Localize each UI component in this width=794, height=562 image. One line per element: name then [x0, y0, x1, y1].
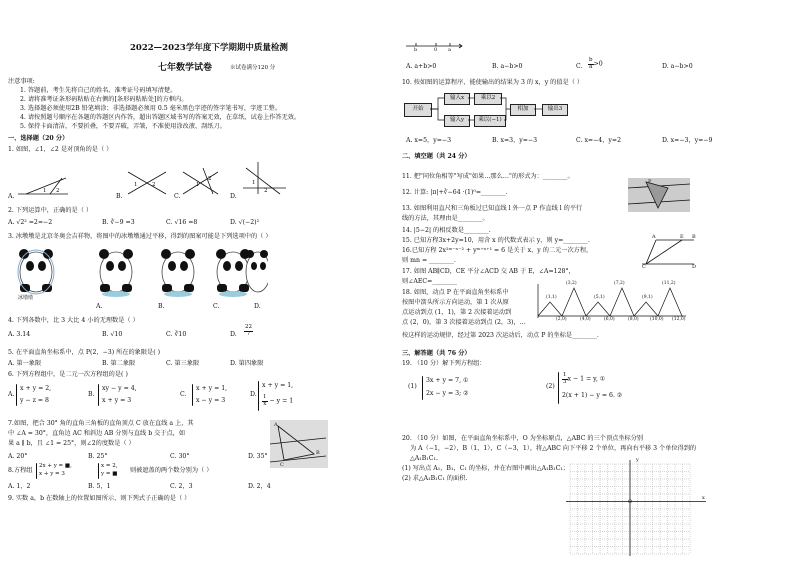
q13-figure — [628, 178, 690, 212]
grid-y-label: y — [636, 457, 639, 463]
q8-sys-eq2: x + y = 3 — [39, 471, 65, 477]
q8-sol-eq2: y = ■ — [101, 471, 118, 477]
q10-text: 10. 按如图的运算程序，能使输出的结果为 3 的 x，y 的值是（ ） — [402, 79, 584, 86]
q5-text: 5. 在平面直角坐标系中，点 P(2，−3) 所在的象限是( ) — [8, 349, 161, 356]
q19-2-eq1 — [562, 373, 605, 385]
q2-text: 2. 下列运算中，正确的是（ ） — [8, 207, 93, 214]
svg-text:B: B — [316, 450, 320, 456]
fraction-denominator: x — [263, 400, 267, 407]
q18-line-2: 按图中箭头所示方向运动，第 1 次从原 — [402, 299, 509, 306]
q6-option-b-label: B. — [88, 391, 95, 398]
q18-point-label: (1,1) — [546, 295, 557, 300]
exam-subtitle: 七年数学试卷 — [158, 63, 213, 73]
notes-heading: 注意事项: — [8, 78, 35, 85]
q3-option-a: A. — [96, 303, 103, 310]
q6-a-eq2: y − z = 8 — [20, 397, 49, 404]
q7-option-d: D. 35° — [248, 453, 268, 460]
svg-text:1: 1 — [252, 180, 256, 186]
q8-option-a: A. 1，2 — [8, 483, 31, 490]
q10-option-b: B. x=3，y=−3 — [492, 137, 538, 144]
svg-text:2: 2 — [264, 188, 268, 194]
exam-title: 2022—2023学年度下学期期中质量检测 — [130, 43, 288, 53]
q20-line-4: (1) 写出点 A₁，B₁，C₁ 的坐标，并在右图中画出△A₁B₁C₁； — [402, 465, 569, 472]
grid-origin-label: O — [628, 499, 633, 505]
q2-option-b: B. ∛−9 =3 — [102, 219, 135, 226]
brace — [558, 372, 559, 404]
q20-line-2: 为 A（−1，−2），B（1，1），C（−3，1），将△ABC 向下平移 2 个单位，再向右平移 3 个单位得到的 — [410, 445, 697, 452]
flow-input-x: 输入x — [444, 93, 470, 105]
q1-figures — [18, 158, 388, 200]
q16-line-2: 则 mn = ________. — [402, 257, 456, 264]
q9-text: 9. 实数 a，b 在数轴上的位置如图所示，则下列式子正确的是（ ） — [8, 495, 191, 502]
flow-add: 相加 — [510, 104, 536, 116]
brace — [16, 384, 17, 406]
brace — [422, 376, 423, 400]
q6-option-d-label: D. — [250, 391, 257, 398]
flow-output-3: 输出3 — [542, 104, 568, 116]
q18-point-label: (11,2) — [662, 281, 676, 286]
q16-line-1: 16.已知方程 2x²ᵐ⁻ⁿ⁻² + yᵐ⁺ⁿ⁺¹ = 6 是关于 x、y 的二元一次方程， — [402, 247, 593, 254]
q8-option-d: D. 2，4 — [248, 483, 271, 490]
svg-text:1: 1 — [134, 182, 138, 188]
q6-text: 6. 下列方程组中，是二元一次方程组的是( ) — [8, 371, 128, 378]
fraction-denominator: 3 — [563, 378, 567, 385]
q4-option-d: D. — [230, 331, 237, 338]
q18-point-label: (12,0) — [672, 317, 686, 322]
fraction-denominator: a — [589, 63, 593, 70]
q18-point-label: (2,0) — [556, 317, 567, 322]
fraction-numerator: 22 — [245, 324, 252, 330]
flow-times-2: 乘以2 — [474, 93, 502, 105]
q15-text: 15. 已知方程3x+2y=10，用含 x 的代数式表示 y，则 y=________. — [402, 237, 590, 244]
flow-arrows — [400, 90, 572, 130]
svg-text:1: 1 — [196, 182, 200, 188]
note-3: 3. 选择题必须使用2B 铅笔填涂；非选择题必须用 0.5 毫米黑色字迹的签字笔书写，字迹工整。 — [20, 105, 282, 112]
q1-option-a: A. — [8, 193, 15, 200]
q3-option-b: B. — [158, 303, 165, 310]
q3-option-c: C. — [213, 303, 220, 310]
note-1: 1. 答题前，考生先将自己的姓名、准考证号码填写清楚。 — [20, 87, 177, 94]
q10-option-d: D. x=−3，y=−9 — [662, 137, 713, 144]
q6-d-frac — [262, 395, 293, 407]
q19-1-eq1: 3x + y = 7, ① — [426, 377, 469, 384]
q18-line-1: 18. 如图，动点 P 在平面直角坐标系中 — [402, 289, 509, 296]
q19-text: 19. （10 分）解下列方程组： — [402, 360, 486, 367]
section-1-heading: 一、选择题（20 分） — [8, 135, 69, 142]
q7-option-c: C. 30° — [170, 453, 190, 460]
q19-2-eq2: 2(x + 1) − y = 6. ② — [562, 392, 623, 399]
q9-c-fraction — [588, 58, 603, 70]
q3-option-d: D. — [254, 303, 261, 310]
axis-label-b: b — [414, 47, 418, 53]
q4-option-c: C. ∛10 — [166, 331, 187, 338]
q6-d-eq2: − y = 1 — [269, 397, 294, 405]
svg-text:E: E — [680, 234, 684, 240]
q3-panda-images — [8, 244, 268, 302]
q6-c-eq1: x + y = 1, — [196, 385, 228, 392]
q2-option-a: A. √2² =2=−2 — [8, 219, 53, 226]
q17-text: 17. 如图 AB∥CD，CE 平分∠ACD 交 AB 于 E，∠A=128°， — [402, 268, 575, 275]
axis-label-0: 0 — [434, 47, 438, 53]
q2-option-c: C. √16 =8 — [166, 219, 198, 226]
brace — [36, 463, 37, 479]
svg-text:P: P — [648, 179, 652, 185]
note-5: 5. 保持卡面清洁，不要折叠，不要弄破，弄皱，不准使用涂改液、刮纸刀。 — [20, 123, 226, 130]
q4-text: 4. 下列各数中，比 3 大比 4 小的无理数是（ ） — [8, 317, 139, 324]
q6-c-eq2: x − y = 3 — [196, 397, 226, 404]
coordinate-grid — [566, 457, 708, 556]
q10-option-a: A. x=5，y=−3 — [406, 137, 452, 144]
q9-c-tail: >0 — [593, 60, 603, 68]
q12-text: 12. 计算: |π|+∛−64 ·(1)⁰=________. — [402, 189, 508, 196]
q6-b-eq1: xy − y = 4, — [102, 385, 137, 392]
q19-2-eq1-rest: x − 1 = y, ① — [567, 375, 606, 383]
q9-option-d: D. a−b>0 — [662, 63, 693, 70]
note-4: 4. 请按照题号顺序在各题的答题区内作答，超出答题区域书写的答案无效，在草纸、试卷上作答无效。 — [20, 114, 301, 121]
q18-line-5: 按这样的运动规律，经过第 2023 次运动后，动点 P 的坐标是________. — [402, 332, 599, 339]
q18-point-label: (5,1) — [594, 295, 605, 300]
score-note: ※试卷满分120 分 — [230, 65, 276, 71]
q20-line-5: (2) 求△A₁B₁C₁ 的面积. — [402, 475, 468, 482]
svg-text:C: C — [280, 462, 284, 468]
q8-sol-eq1: x = 2, — [101, 463, 118, 469]
q20-line-3: △A₁B₁C₁. — [410, 455, 438, 462]
q18-point-label: (6,0) — [604, 317, 615, 322]
q7-line-2: 中 ∠A = 30°，直角边 AC 和斜边 AB 分别与直线 b 交于点，如 — [8, 430, 186, 437]
q18-point-label: (9,1) — [642, 295, 653, 300]
section-2-heading: 二、填空题（共 24 分） — [402, 153, 471, 160]
fraction-numerator: b — [589, 57, 593, 63]
q6-a-eq1: x + y = 2, — [20, 385, 52, 392]
q6-option-c-label: C. — [180, 391, 187, 398]
brace — [258, 381, 259, 411]
q9-option-b: B. a−b>0 — [492, 63, 523, 70]
fraction-numerator: 1 — [563, 372, 567, 378]
q18-point-label: (10,0) — [650, 317, 664, 322]
brace — [98, 384, 99, 406]
q17-figure — [642, 232, 698, 268]
q6-b-eq2: x + y = 3 — [102, 397, 132, 404]
flow-input-y: 输入y — [444, 115, 470, 127]
q8-option-b: B. 5，1 — [88, 483, 111, 490]
q3-text: 3. 冰墩墩是北京冬奥会吉祥物，将图中的冰墩墩通过平移，得到的图案可能是下列选项中的（ ） — [8, 233, 272, 240]
q1-option-b: B. — [116, 193, 123, 200]
brace — [98, 463, 99, 479]
q1-option-d: D. — [230, 193, 237, 200]
q18-point-label: (7,2) — [614, 281, 625, 286]
q6-option-a-label: A. — [8, 391, 15, 398]
svg-text:A: A — [274, 422, 278, 428]
svg-text:2: 2 — [208, 176, 212, 182]
q19-part-2-label: (2) — [546, 383, 555, 390]
q5-option-b: B. 第二象限 — [102, 360, 136, 367]
q14-text: 14. |5−2| 的相反数是________. — [402, 227, 491, 234]
q5-option-c: C. 第三象限 — [166, 360, 200, 367]
q8-sys-eq1: 2x + y = ■, — [39, 463, 72, 469]
q7-option-b: B. 25° — [88, 453, 108, 460]
svg-text:D: D — [692, 264, 697, 268]
q19-part-1-label: (1) — [408, 383, 417, 390]
q2-option-d: D. √(−2)² — [230, 219, 260, 226]
q18-point-label: (3,2) — [566, 281, 577, 286]
q18-point-label: (4,0) — [580, 317, 591, 322]
q5-option-d: D. 第四象限 — [230, 360, 264, 367]
q9-option-a: A. a+b>0 — [406, 63, 437, 70]
svg-text:B: B — [692, 234, 696, 240]
q5-option-a: A. 第一象限 — [8, 360, 42, 367]
q4-fraction — [244, 325, 253, 337]
flow-start: 开始 — [404, 103, 432, 117]
q10-option-c: C. x=−4，y=2 — [576, 137, 622, 144]
fraction-denominator: 7 — [246, 330, 251, 337]
q17-answer: 则∠AEC=________ — [402, 278, 458, 285]
svg-text:1: 1 — [43, 188, 47, 194]
q20-line-1: 20. （10 分）如图，在平面直角坐标系中，O 为坐标原点，△ABC 的三个顶点坐标分别 — [402, 435, 644, 442]
brace — [192, 384, 193, 406]
q8-option-c: C. 2，3 — [170, 483, 193, 490]
svg-text:C: C — [642, 264, 646, 268]
q7-figure — [270, 420, 328, 468]
q13-line-2: 线的方法，其理由是________。 — [402, 215, 489, 222]
q7-option-a: A. 20° — [8, 453, 28, 460]
axis-label-a: a — [448, 47, 451, 53]
q18-line-4: 点 (2，0)，第 3 次接着运动到点 (2，3)，… — [402, 319, 526, 326]
note-2: 2. 请将准考证条形码粘贴在右侧的[条形码粘贴处]的方框内。 — [20, 96, 188, 103]
panda-icon — [18, 249, 250, 297]
q1-text: 1. 如图，∠1，∠2 是对顶角的是（ ） — [8, 146, 113, 153]
q1-option-c: C. — [174, 193, 181, 200]
section-3-heading: 三、解答题（共 76 分） — [402, 350, 471, 357]
svg-text:2: 2 — [152, 182, 156, 188]
q3-caption: 冰墩墩 — [18, 295, 34, 301]
q8-tail: 则被遮盖的两个数分别为（ ） — [130, 467, 213, 474]
q7-line-3: 果 a ∥ b，且 ∠1 = 25°，则∠2的度数是（ ） — [8, 440, 135, 447]
q4-option-b: B. √10 — [102, 331, 123, 338]
flow-times-neg1: 乘以(−1) — [474, 115, 506, 127]
q7-line-1: 7.如图，把合 30° 角的直角三角板的直角顶点 C 放在直线 a 上，其 — [8, 420, 194, 427]
q8-text: 8.方程组 — [8, 467, 33, 474]
q19-1-eq2: 2x − y = 3; ② — [426, 390, 469, 397]
q18-point-label: (8,0) — [628, 317, 639, 322]
grid-x-label: x — [702, 495, 705, 501]
q13-line-1: 13. 如图利用直尺和三角板过已知直线 l 外一点 P 作直线 l 的平行 — [402, 205, 583, 212]
svg-text:2: 2 — [56, 188, 60, 194]
fraction-numerator: 1 — [263, 394, 267, 400]
svg-text:A: A — [652, 234, 656, 240]
q11-text: 11. 把"同位角相等"写成"如果…那么…"的形式为：________。 — [402, 173, 574, 180]
q9-option-c: C. — [576, 63, 583, 70]
q4-option-a: A. 3.14 — [8, 331, 31, 338]
q18-line-3: 点运动到点 (1，1)，第 2 次接着运动到 — [402, 309, 512, 316]
q6-d-eq1: x + y = 1, — [262, 382, 294, 389]
